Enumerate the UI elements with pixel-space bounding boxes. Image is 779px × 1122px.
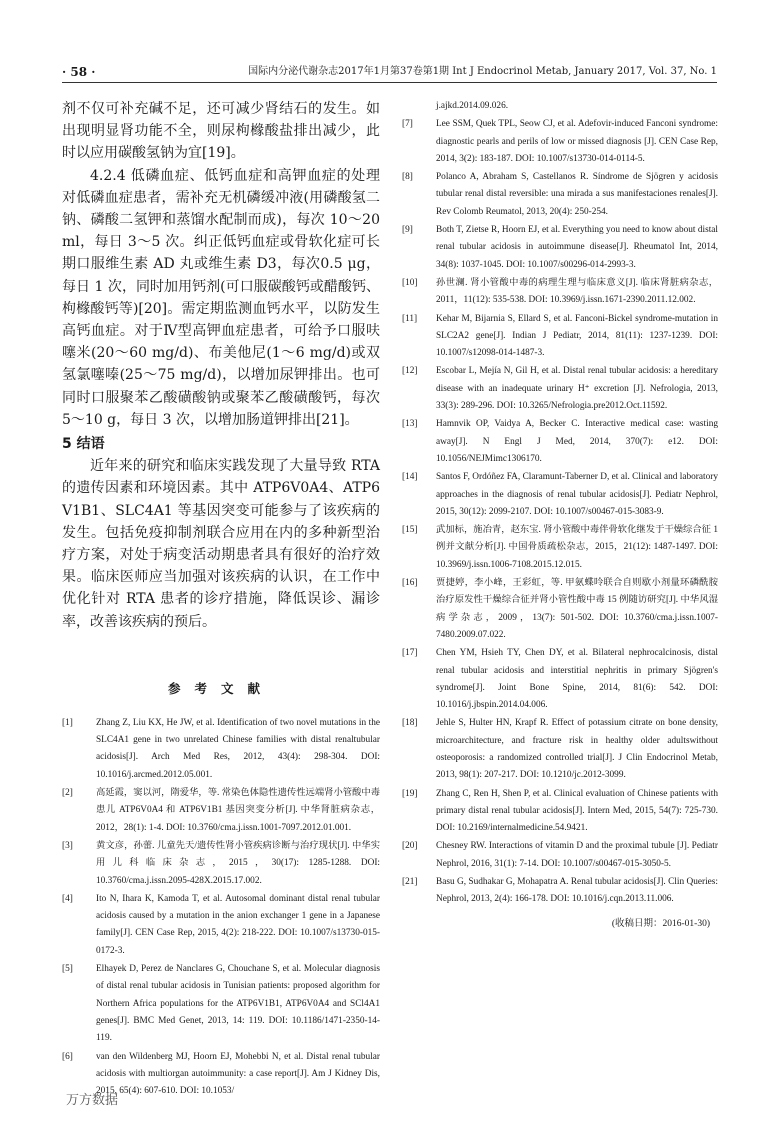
reference-number: [19]: [402, 788, 418, 799]
reference-number: [18]: [402, 718, 418, 729]
reference-number: [15]: [402, 525, 418, 536]
reference-number: [3]: [62, 840, 73, 851]
body-paragraph-2: 4.2.4 低磷血症、低钙血症和高钾血症的处理 对低磷血症患者，需补充无机磷缓冲液(用磷酸氢二钠、磷酸二氢钾和蒸馏水配制而成)，每次 10～20 ml，每日 3～5 次。纠正低钙血症或骨软化症可长期口服维生素 AD 丸或维生素 D3，每次0.5 μg，每日 1 次，同时加用钙剂(可口服碳酸钙或醋酸钙、枸橼酸钙等)[20]。需定期监测血钙水平，以防发生高钙血症。对于Ⅳ型高钾血症患者，可给予口服呋噻米(20～60 mg/d)、布美他尼(1～6 mg/d)或双氢氯噻嗪(25～75 mg/d)，以增加尿钾排出。也可同时口服聚苯乙酸磺酸钠或聚苯乙酸磺酸钙，每次 5～10 g，每日 3 次，以增加肠道钾排出[21]。: [62, 167, 380, 428]
reference-text: 高延霞，窦以河，隋爱华，等. 常染色体隐性遗传性远端肾小管酸中毒患儿 ATP6V0A4 和 ATP6V1B1 基因突变分析[J]. 中华肾脏病杂志，2012，28(1): 1-4. DOI: 10.3760/cma.j.issn.1001-7097.2012.01.001.: [96, 788, 380, 833]
references-heading: 参考文献: [167, 680, 274, 696]
reference-number: [21]: [402, 877, 418, 888]
reference-item: [62, 961, 380, 1047]
reference-number: [2]: [62, 788, 73, 799]
reference-number: [16]: [402, 578, 418, 589]
reference-number: [6]: [62, 1051, 73, 1062]
reference-number: [4]: [62, 893, 73, 904]
reference-item: [402, 786, 718, 838]
reference-text: Both T, Zietse R, Hoorn EJ, et al. Everything you need to know about distal renal tubular acidosis in autoimmune disease[J]. Rheumatol Int, 2014, 34(8): 1037-1045. DOI: 10.1007/s00296-014-2993-3.: [436, 225, 718, 270]
reference-number: [12]: [402, 366, 418, 377]
reference-text: Hamnvik OP, Vaidya A, Becker C. Interactive medical case: wasting away[J]. N Engl J Med, 2014, 370(7): e12. DOI: 10.1056/NEJMimc1306170.: [436, 419, 718, 464]
reference-text: Jehle S, Hulter HN, Krapf R. Effect of potassium citrate on bone density, microarchitecture, and fracture risk in healthy older adultswithout osteoporosis: a randomized controlled trial[J]. J Clin Endocrinol Metab, 2013, 98(1): 207-217. DOI: 10.1210/jc.2012-3099.: [436, 718, 718, 781]
reference-item: [402, 311, 718, 363]
reference-number: [7]: [402, 119, 413, 130]
body-paragraph-1: 剂不仅可补充碱不足，还可减少肾结石的发生。如出现明显肾功能不全，则尿枸橼酸盐排出减少，此时以应用碳酸氢钠为宜[19]。: [62, 101, 380, 162]
running-header: [62, 62, 717, 83]
reference-text: van den Wildenberg MJ, Hoorn EJ, Mohebbi N, et al. Distal renal tubular acidosis with multiorgan autoimmunity: a case report[J]. Am J Kidney Dis, 2015, 65(4): 607-610. DOI: 10.1053/: [96, 1051, 380, 1097]
reference-text: Elhayek D, Perez de Nanclares G, Chouchane S, et al. Molecular diagnosis of distal renal tubular acidosis in Tunisian patients: proposed algorithm for Northern Africa populations for the ATP6V1B1, ATP6V0A4 and SCl4A1 genes[J]. BMC Med Genet, 2013, 14: 119. DOI: 10.1186/1471-2350-14-119.: [96, 964, 380, 1044]
page-number: · 58 ·: [62, 65, 96, 79]
reference-item: [402, 874, 718, 909]
reference-text: Zhang Z, Liu KX, He JW, et al. Identification of two novel mutations in the SLC4A1 gene in two unrelated Chinese families with distal renaltubular acidosis[J]. Arch Med Res, 2012, 43(4): 298-304. DOI: 10.1016/j.arcmed.2012.05.001.: [96, 717, 380, 780]
reference-number: [17]: [402, 648, 418, 659]
reference-item: [402, 469, 718, 521]
reference-text: Kehar M, Bijarnia S, Ellard S, et al. Fanconi-Bickel syndrome-mutation in SLC2A2 gene[J]. Indian J Pediatr, 2014, 81(11): 1237-1239. DOI: 10.1007/s12098-014-1487-3.: [436, 313, 718, 359]
reference-number: [8]: [402, 172, 413, 183]
reference-number: [9]: [402, 225, 413, 236]
reference-item: [402, 275, 718, 310]
reference-item: [62, 715, 380, 784]
right-column: [402, 98, 718, 929]
section-heading-conclusion: 5 结语: [62, 436, 105, 453]
reference-text: Polanco A, Abraham S, Castellanos R. Síndrome de Sjögren y acidosis tubular renal distal reversible: una mirada a sus manifestaciones renales[J]. Rev Colomb Reumatol, 2013, 20(4): 250-254.: [436, 172, 718, 217]
reference-text: 贾捷婷，李小峰，王彩虹，等. 甲氨蝶呤联合自则歇小剂量环磷酰胺治疗原发性干燥综合征并肾小管性酸中毒 15 例随访研究[J]. 中华风湿病学杂志，2009，13(7): 501-502. DOI: 10.3760/cma.j.issn.1007-7480.2009.07.022.: [436, 578, 718, 640]
reference-item: [402, 222, 718, 274]
journal-citation: 国际内分泌代谢杂志2017年1月第37卷第1期 Int J Endocrinol Metab, January 2017, Vol. 37, No. 1: [248, 66, 717, 77]
reference-number: [1]: [62, 717, 73, 728]
reference-item: [402, 715, 718, 784]
reference-item: [402, 416, 718, 468]
reference-item: [62, 838, 380, 890]
reference-number: [11]: [402, 313, 418, 324]
reference-item: [402, 363, 718, 415]
reference-text: Ito N, Ihara K, Kamoda T, et al. Autosomal dominant distal renal tubular acidosis caused by a mutation in the anion exchanger 1 gene in a Japanese family[J]. CEN Case Rep, 2015, 4(2): 218-222. DOI: 10.1007/s13730-015-0172-3.: [96, 893, 380, 956]
reference-continuation: [402, 98, 718, 115]
reference-text: Escobar L, Mejía N, Gil H, et al. Distal renal tubular acidosis: a hereditary disease with an inadequate urinary H⁺ excretion [J]. Nefrologia, 2013, 33(3): 289-296. DOI: 10.3265/Nefrologia.pre2012.Oct.11592.: [436, 366, 718, 412]
reference-text: Basu G, Sudhakar G, Mohapatra A. Renal tubular acidosis[J]. Clin Queries: Nephrol, 2013, 2(4): 166-178. DOI: 10.1016/j.cqn.2013.11.006.: [436, 877, 718, 905]
reference-text: Santos F, Ordóñez FA, Claramunt-Taberner D, et al. Clinical and laboratory approaches in the diagnosis of renal tubular acidosis[J]. Pediatr Nephrol, 2015, 30(12): 2099-2107. DOI: 10.1007/s00467-015-3083-9.: [436, 472, 718, 517]
reference-number: [20]: [402, 841, 418, 852]
reference-item: [62, 891, 380, 960]
reference-item: [402, 575, 718, 644]
watermark: 万方数据: [66, 1093, 119, 1108]
left-column: [62, 98, 380, 1101]
reference-text: Chen YM, Hsieh TY, Chen DY, et al. Bilateral nephrocalcinosis, distal renal tubular acidosis and interstitial nephritis in primary Sjögren's syndrome[J]. Joint Bone Spine, 2014, 81(6): 542. DOI: 10.1016/j.jbspin.2014.04.006.: [436, 648, 718, 711]
reference-number: [13]: [402, 419, 418, 430]
reference-text: 黄文彦，孙蕾. 儿童先天/遗传性肾小管疾病诊断与治疗现状[J]. 中华实用儿科临床杂志，2015，30(17): 1285-1288. DOI: 10.3760/cma.j.issn.2095-428X.2015.17.002.: [96, 840, 380, 886]
reference-item: [62, 785, 380, 837]
reference-item: [402, 169, 718, 221]
received-date: (收稿日期：2016-01-30): [611, 918, 710, 929]
reference-number: [10]: [402, 277, 418, 288]
reference-continuation-text: j.ajkd.2014.09.026.: [436, 101, 509, 111]
reference-item: [402, 645, 718, 714]
reference-list-left: [62, 715, 380, 1101]
reference-number: [14]: [402, 472, 418, 483]
reference-item: [402, 116, 718, 168]
reference-item: [402, 522, 718, 574]
reference-text: Zhang C, Ren H, Shen P, et al. Clinical evaluation of Chinese patients with primary distal renal tubular acidosis[J]. Intern Med, 2015, 54(7): 725-730. DOI: 10.2169/internalmedicine.54.9421.: [436, 788, 718, 834]
reference-text: Chesney RW. Interactions of vitamin D and the proximal tubule [J]. Pediatr Nephrol, 2016, 31(1): 7-14. DOI: 10.1007/s00467-015-3050-5.: [436, 841, 718, 869]
reference-text: 武加标，施冶青，赵东宝. 肾小管酸中毒伴骨软化继发于干燥综合征 1 例并文献分析[J]. 中国骨质疏松杂志，2015，21(12): 1487-1497. DOI: 10.3969/j.issn.1006-7108.2015.12.015.: [436, 525, 718, 570]
reference-list-right: [402, 116, 718, 908]
reference-text: Lee SSM, Quek TPL, Seow CJ, et al. Adefovir-induced Fanconi syndrome: diagnostic pearls and perils of low or missed diagnosis [J]. CEN Case Rep, 2014, 3(2): 183-187. DOI: 10.1007/s13730-014-0114-5.: [436, 119, 718, 164]
reference-item: [402, 838, 718, 873]
body-paragraph-conclusion: 近年来的研究和临床实践发现了大量导致 RTA 的遗传因素和环境因素。其中 ATP6V0A4、ATP6V1B1、SLC4A1 等基因突变可能参与了该疾病的发生。包括免疫抑制剂联合应用在内的多种新型治疗方案，对处于病变活动期患者具有很好的治疗效果。临床医师应当加强对该疾病的认识，在工作中优化针对 RTA 患者的诊疗措施，降低误诊、漏诊率，改善该疾病的预后。: [62, 458, 380, 630]
reference-number: [5]: [62, 964, 73, 975]
reference-text: 孙世澜. 肾小管酸中毒的病理生理与临床意义[J]. 临床肾脏病杂志，2011，11(12): 535-538. DOI: 10.3969/j.issn.1671-2390.2011.12.002.: [436, 277, 718, 306]
